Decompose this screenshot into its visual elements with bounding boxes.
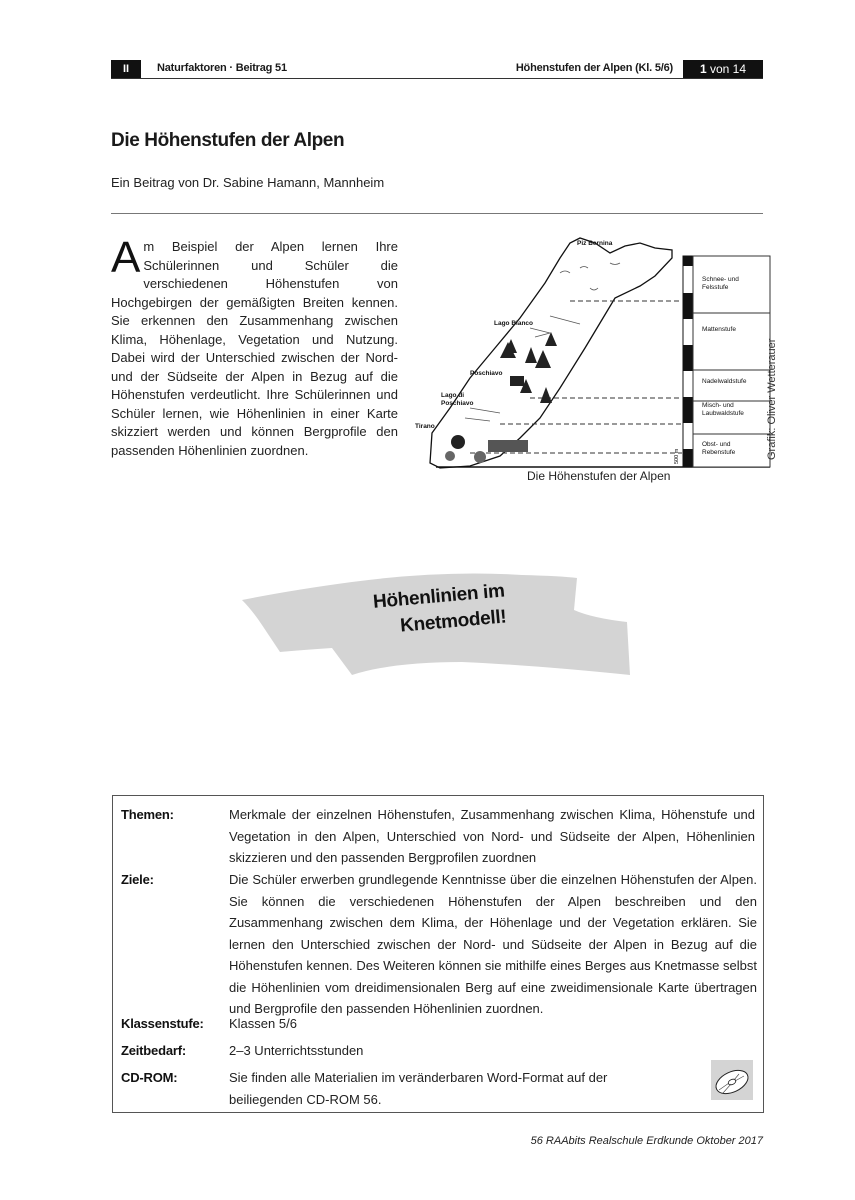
cdrom-value: Sie finden alle Materialien im veränderbaren Word-Format auf der beiliegenden CD-ROM 56. xyxy=(229,1070,608,1107)
page-title: Die Höhenstufen der Alpen xyxy=(111,130,345,151)
page-total: 14 xyxy=(732,62,747,76)
svg-text:Laubwaldstufe: Laubwaldstufe xyxy=(702,410,744,417)
section-badge: II xyxy=(111,60,141,78)
label-tirano: Tirano xyxy=(415,423,435,430)
info-row-zeit xyxy=(121,1040,757,1062)
scale-label: 500 m xyxy=(674,448,680,464)
intro-text: m Beispiel der Alpen lernen Ihre Schülerinnen und Schüler die verschiedenen Höhenstufen von Hochgebirgen der gemäßigten Breiten kennen. Sie erkennen den Zusammenhang zwischen Klima, Höhenlage, Vegetation und Nutzung. Dabei wird der Unterschied zwischen der Nord- und der Südseite der Alpen in Bezug auf die Höhenstufen verdeutlicht. Ihre Schülerinnen und Schüler lernen, wie Höhenlinien in einer Karte skizziert werden und können Bergprofile den passenden Höhenlinien zuordnen. xyxy=(111,239,398,458)
klasse-label: Klassenstufe: xyxy=(121,1016,204,1031)
zone-nadelwald: Nadelwaldstufe xyxy=(702,378,747,385)
label-piz-bernina: Piz Bernina xyxy=(577,240,613,247)
drop-cap: A xyxy=(111,233,141,282)
zone-schnee: Schnee- und xyxy=(702,276,739,283)
cdrom-label: CD-ROM: xyxy=(121,1070,178,1085)
series-label: Naturfaktoren · Beitrag 51 xyxy=(157,62,287,74)
page-header xyxy=(111,60,763,79)
info-row-ziele xyxy=(121,869,757,1019)
mountain-profile xyxy=(430,238,672,468)
zeit-value: 2–3 Unterrichtsstunden xyxy=(229,1043,364,1058)
info-row-cdrom xyxy=(121,1067,757,1111)
author-line: Ein Beitrag von Dr. Sabine Hamann, Mannheim xyxy=(111,175,385,190)
altitude-zones-figure xyxy=(410,228,780,488)
divider xyxy=(111,213,763,214)
svg-text:Felsstufe: Felsstufe xyxy=(702,284,729,291)
info-row-klasse xyxy=(121,1013,757,1035)
label-lago-di-poschiavo: Poschiavo xyxy=(441,400,474,407)
page-current: 1 xyxy=(699,62,707,76)
page-indicator xyxy=(683,60,763,78)
zone-mischwald: Misch- und xyxy=(702,402,734,409)
zeit-label: Zeitbedarf: xyxy=(121,1043,186,1058)
cd-icon xyxy=(711,1060,753,1100)
page-sep: von xyxy=(706,62,733,76)
label-lago-di: Lago di xyxy=(441,392,465,399)
zone-obst: Obst- und xyxy=(702,441,731,448)
intro-paragraph xyxy=(111,233,398,460)
banner-line-2: Knetmodell! xyxy=(399,606,508,637)
page-footer: 56 RAAbits Realschule Erdkunde Oktober 2017 xyxy=(530,1135,763,1147)
info-box xyxy=(112,795,764,1113)
svg-text:Rebenstufe: Rebenstufe xyxy=(702,449,736,456)
label-poschiavo: Poschiavo xyxy=(470,370,503,377)
figure-credit: Grafik: Oliver Wetterauer xyxy=(766,338,778,460)
topic-label: Höhenstufen der Alpen (Kl. 5/6) xyxy=(515,62,673,74)
themen-label: Themen: xyxy=(121,807,174,822)
info-row-themen xyxy=(121,804,757,868)
banner-line-1: Höhenlinien im xyxy=(372,580,506,613)
klasse-value: Klassen 5/6 xyxy=(229,1016,297,1031)
figure-caption: Die Höhenstufen der Alpen xyxy=(527,469,671,483)
ziele-label: Ziele: xyxy=(121,872,154,887)
zone-matten: Mattenstufe xyxy=(702,326,736,333)
label-lago-bianco: Lago Bianco xyxy=(494,320,534,327)
ziele-value: Die Schüler erwerben grundlegende Kenntnisse über die einzelnen Höhenstufen der Alpen. Sie können die verschiedenen Höhenstufen der Alpen beschreiben und den Zusammenhang zwischen dem Klima, der Höhenlage und der Vegetation erklären. Sie lernen den Unterschied zwischen der Nord- und Südseite der Alpen in Bezug auf die Höhenstufen kennen. Des Weiteren können sie mithilfe eines Berges aus Knetmasse selbst die Höhenlinien vom dreidimensionalen Berg auf eine zweidimensionale Karte übertragen und Bergprofile den passenden Höhenlinien zuordnen. xyxy=(229,872,757,1016)
themen-value: Merkmale der einzelnen Höhenstufen, Zusammenhang zwischen Klima, Höhenstufe und Vegetation in den Alpen, Unterschied von Nord- und Südseite der Alpen, Höhenlinien skizzieren und den passenden Bergprofilen zuordnen xyxy=(229,807,755,865)
